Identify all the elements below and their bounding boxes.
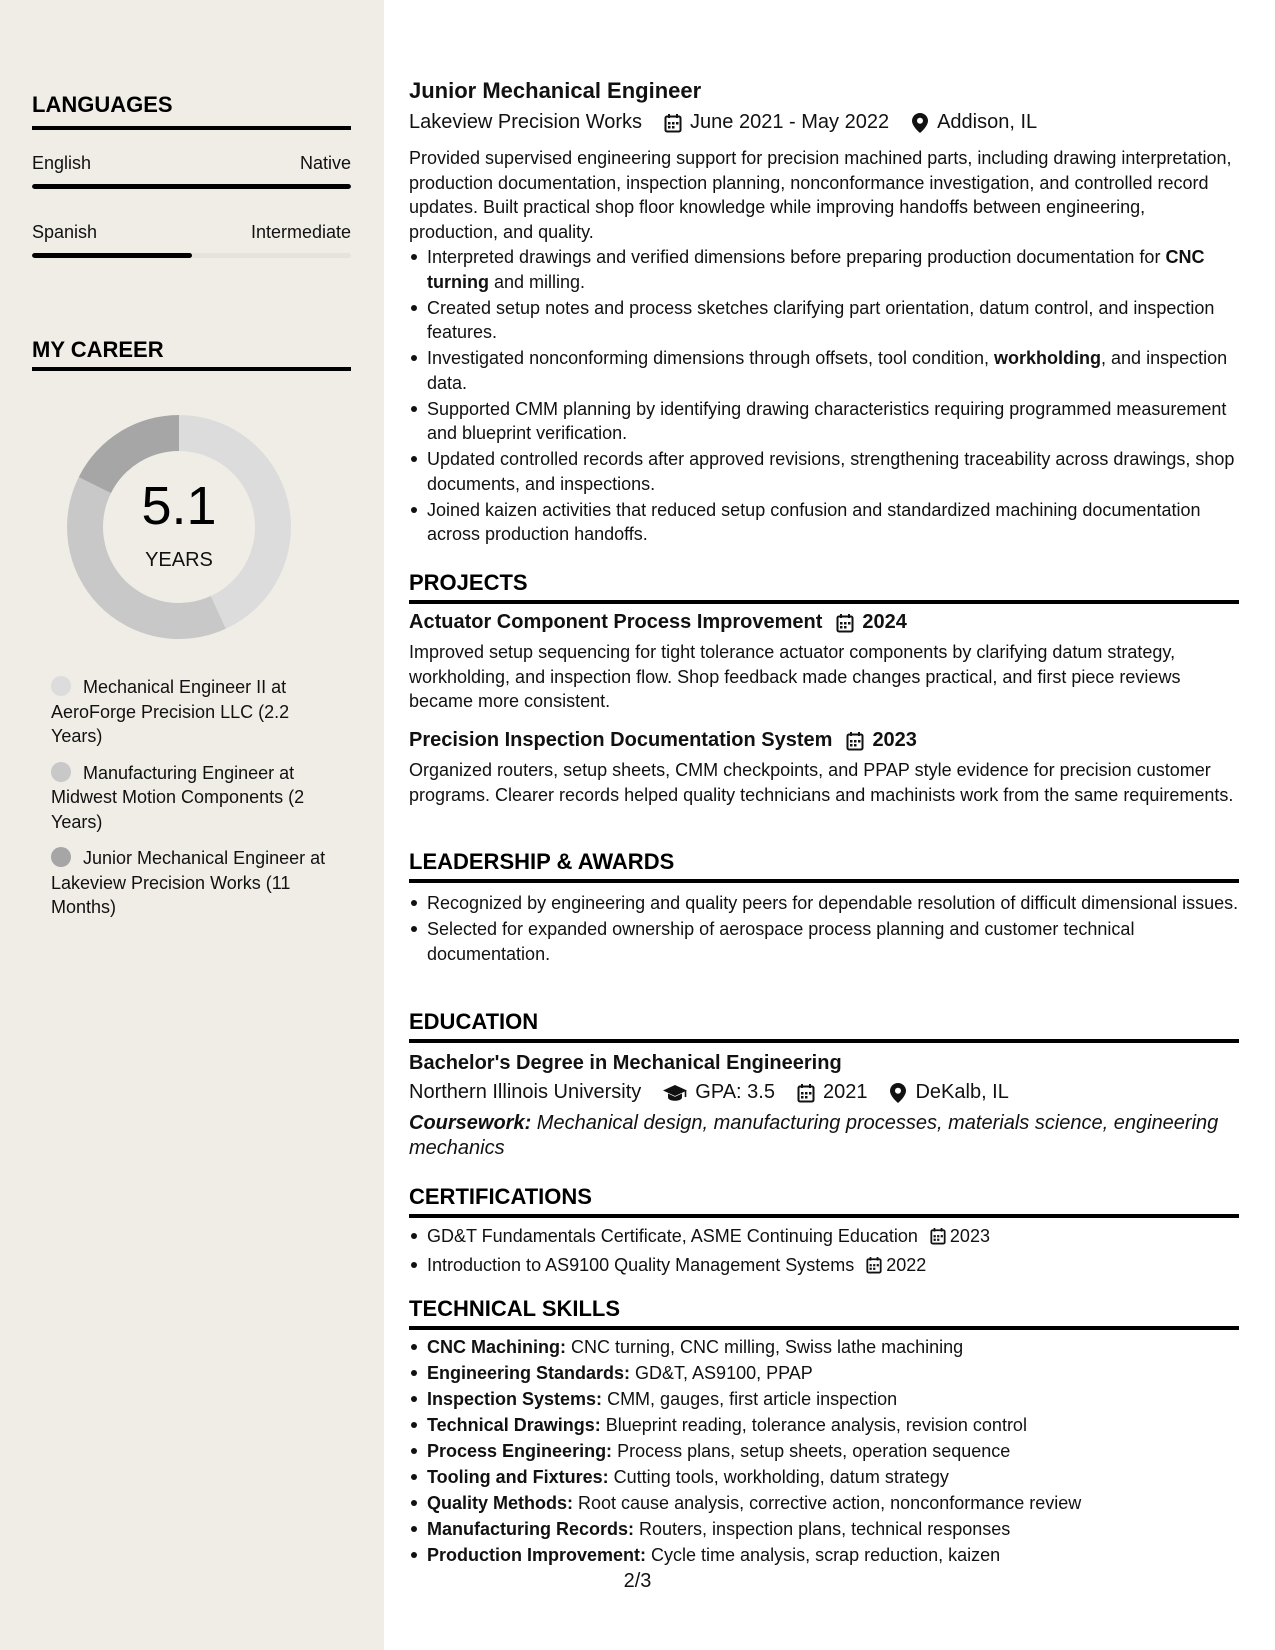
job-company: Lakeview Precision Works: [409, 111, 643, 133]
bullet-text: Created setup notes and process sketches clarifying part orientation, datum control, and inspection features.: [427, 297, 1215, 342]
project-title-row: [409, 729, 1239, 752]
certification-year: 2023: [949, 1226, 990, 1246]
bullet-text: , and inspection data.: [427, 348, 1228, 393]
skill-value: Root cause analysis, corrective action, nonconformance review: [573, 1493, 1082, 1513]
skill-label: Engineering Standards:: [427, 1363, 631, 1383]
project-year: 2023: [872, 729, 917, 751]
education-school: Northern Illinois University: [409, 1081, 642, 1103]
career-heading: MY CAREER: [32, 337, 164, 362]
education-heading: EDUCATION: [409, 1009, 1239, 1043]
job-bullet: [409, 296, 1239, 345]
skill-value: Cutting tools, workholding, datum strategy: [608, 1467, 949, 1487]
bullet-text: Updated controlled records after approved revisions, strengthening traceability across drawings, shop documents, and inspections.: [427, 449, 1235, 494]
bullet-text: Supported CMM planning by identifying drawing characteristics requiring programmed measurement and blueprint verification.: [427, 398, 1227, 443]
job-bullet: [409, 447, 1239, 496]
skill-value: Blueprint reading, tolerance analysis, revision control: [600, 1415, 1027, 1435]
project-name: Actuator Component Process Improvement: [409, 611, 823, 633]
career-rule: [32, 367, 351, 371]
projects-heading: PROJECTS: [409, 570, 1239, 604]
job-bullet: [409, 397, 1239, 446]
location-pin-icon: [889, 1083, 907, 1103]
job-location: Addison, IL: [937, 111, 1038, 133]
languages-heading: LANGUAGES: [32, 92, 173, 117]
certification-year: 2022: [886, 1254, 927, 1275]
job-bullet: [409, 245, 1239, 294]
bullet-bold: workholding: [994, 348, 1102, 368]
donut-center: [67, 415, 291, 639]
legend-dot-icon: [51, 847, 71, 867]
leadership-heading: LEADERSHIP & AWARDS: [409, 849, 1239, 883]
language-row-english: [32, 153, 351, 174]
calendar-icon: [866, 1256, 882, 1274]
calendar-icon: [797, 1083, 815, 1103]
skill-item: [409, 1413, 1239, 1438]
skill-value: CNC turning, CNC milling, Swiss lathe machining: [566, 1337, 964, 1357]
coursework-label: Coursework:: [409, 1112, 532, 1134]
skill-label: Manufacturing Records:: [427, 1519, 635, 1539]
language-level: Intermediate: [250, 222, 351, 242]
career-legend: [51, 675, 341, 932]
skill-item: [409, 1335, 1239, 1360]
skill-label: Inspection Systems:: [427, 1389, 603, 1409]
skill-item: [409, 1361, 1239, 1386]
education-coursework: [409, 1111, 1239, 1160]
certification-name: GD&T Fundamentals Certificate, ASME Continuing Education: [427, 1226, 918, 1246]
skill-item: [409, 1543, 1239, 1568]
total-years-unit: YEARS: [145, 549, 213, 571]
skills-heading: TECHNICAL SKILLS: [409, 1296, 1239, 1330]
leadership-item: Recognized by engineering and quality peers for dependable resolution of difficult dimensional issues.: [409, 891, 1239, 916]
graduation-cap-icon: [663, 1083, 687, 1103]
certification-name: Introduction to AS9100 Quality Management Systems: [427, 1254, 855, 1275]
language-level: Native: [299, 153, 351, 173]
bullet-text: Interpreted drawings and verified dimensions before preparing production documentation for: [427, 247, 1166, 267]
education-year: 2021: [822, 1081, 868, 1103]
skill-value: Routers, inspection plans, technical responses: [634, 1519, 1011, 1539]
job-title: Junior Mechanical Engineer: [409, 78, 702, 103]
skill-label: Process Engineering:: [427, 1441, 613, 1461]
sidebar: [0, 0, 384, 1650]
skill-label: Tooling and Fixtures:: [427, 1467, 609, 1487]
education-gpa: GPA: 3.5: [695, 1081, 775, 1103]
skill-label: CNC Machining:: [427, 1337, 566, 1357]
language-bar-fill: [32, 184, 351, 189]
project-item: [409, 611, 1239, 714]
skill-item: [409, 1387, 1239, 1412]
skill-label: Production Improvement:: [427, 1545, 647, 1565]
education-meta: [409, 1081, 1009, 1104]
skill-item: [409, 1439, 1239, 1464]
bullet-text: Joined kaizen activities that reduced setup confusion and standardized machining documentation across production handoffs.: [427, 499, 1201, 544]
page-number: 2/3: [623, 1570, 652, 1592]
job-bullet: [409, 498, 1239, 547]
total-years-value: 5.1: [141, 476, 217, 536]
project-item: [409, 729, 1239, 807]
language-bar-spanish: [32, 253, 351, 258]
calendar-icon: [836, 613, 854, 633]
project-description: Organized routers, setup sheets, CMM checkpoints, and PPAP style evidence for precision customer programs. Clearer records helped quality technicians and machinists work from the same requirements.: [409, 760, 1234, 805]
skill-label: Technical Drawings:: [427, 1415, 601, 1435]
skill-item: [409, 1517, 1239, 1542]
languages-rule: [32, 126, 351, 130]
skill-item: [409, 1465, 1239, 1490]
skill-value: Cycle time analysis, scrap reduction, kaizen: [646, 1545, 1001, 1565]
education-degree: Bachelor's Degree in Mechanical Engineering: [409, 1052, 842, 1074]
main-content: [409, 0, 1239, 1650]
bullet-text: and milling.: [488, 271, 586, 292]
education-location: DeKalb, IL: [915, 1081, 1009, 1103]
project-year: 2024: [862, 611, 907, 633]
certification-item: [409, 1253, 1239, 1278]
legend-dot-icon: [51, 676, 71, 696]
calendar-icon: [930, 1227, 946, 1245]
language-name: Spanish: [32, 222, 98, 242]
skill-label: Quality Methods:: [427, 1493, 574, 1513]
skill-value: GD&T, AS9100, PPAP: [630, 1363, 813, 1383]
job-bullet: [409, 346, 1239, 395]
career-legend-item: [51, 846, 341, 920]
skill-value: Process plans, setup sheets, operation sequence: [612, 1441, 1011, 1461]
job-summary: Provided supervised engineering support for precision machined parts, including drawing interpretation, production documentation, inspection planning, nonconformance investigation, and controlled record updates. Built practical shop floor knowledge while improving handoffs between engineering, production, and quality.: [409, 148, 1232, 242]
language-bar-fill: [32, 253, 192, 258]
calendar-icon: [846, 731, 864, 751]
language-row-spanish: [32, 222, 351, 243]
language-bar-english: [32, 184, 351, 189]
project-name: Precision Inspection Documentation System: [409, 729, 833, 751]
bullet-text: Investigated nonconforming dimensions through offsets, tool condition,: [427, 348, 995, 368]
career-legend-item: [51, 761, 341, 835]
coursework-text: Mechanical design, manufacturing processes, materials science, engineering mechanics: [409, 1112, 1219, 1159]
project-description: Improved setup sequencing for tight tolerance actuator components by clarifying datum strategy, workholding, and inspection flow. Shop feedback made changes practical, and first piece reviews became more consistent.: [409, 642, 1181, 711]
career-legend-text: Manufacturing Engineer at Midwest Motion Components (2 Years): [51, 762, 305, 832]
job-dates: June 2021 - May 2022: [690, 111, 890, 133]
calendar-icon: [664, 113, 682, 133]
project-title-row: [409, 611, 1239, 634]
skill-value: CMM, gauges, first article inspection: [602, 1389, 898, 1409]
legend-dot-icon: [51, 762, 71, 782]
job-bullets: [409, 245, 1239, 548]
certifications-heading: CERTIFICATIONS: [409, 1184, 1239, 1218]
career-legend-text: Mechanical Engineer II at AeroForge Precision LLC (2.2 Years): [51, 677, 290, 746]
leadership-item: Selected for expanded ownership of aerospace process planning and customer technical documentation.: [409, 917, 1239, 966]
certifications-list: [409, 1224, 1239, 1279]
career-legend-text: Junior Mechanical Engineer at Lakeview Precision Works (11 Months): [51, 848, 326, 917]
leadership-list: [409, 891, 1239, 968]
certification-item: [409, 1224, 1239, 1249]
job-meta: [409, 111, 1037, 134]
skill-item: [409, 1491, 1239, 1516]
career-legend-item: [51, 675, 341, 749]
bullet-bold: CNC turning: [427, 247, 1205, 292]
career-donut-chart: [67, 415, 291, 639]
location-pin-icon: [911, 113, 929, 133]
skills-list: [409, 1335, 1239, 1569]
language-name: English: [32, 153, 92, 173]
